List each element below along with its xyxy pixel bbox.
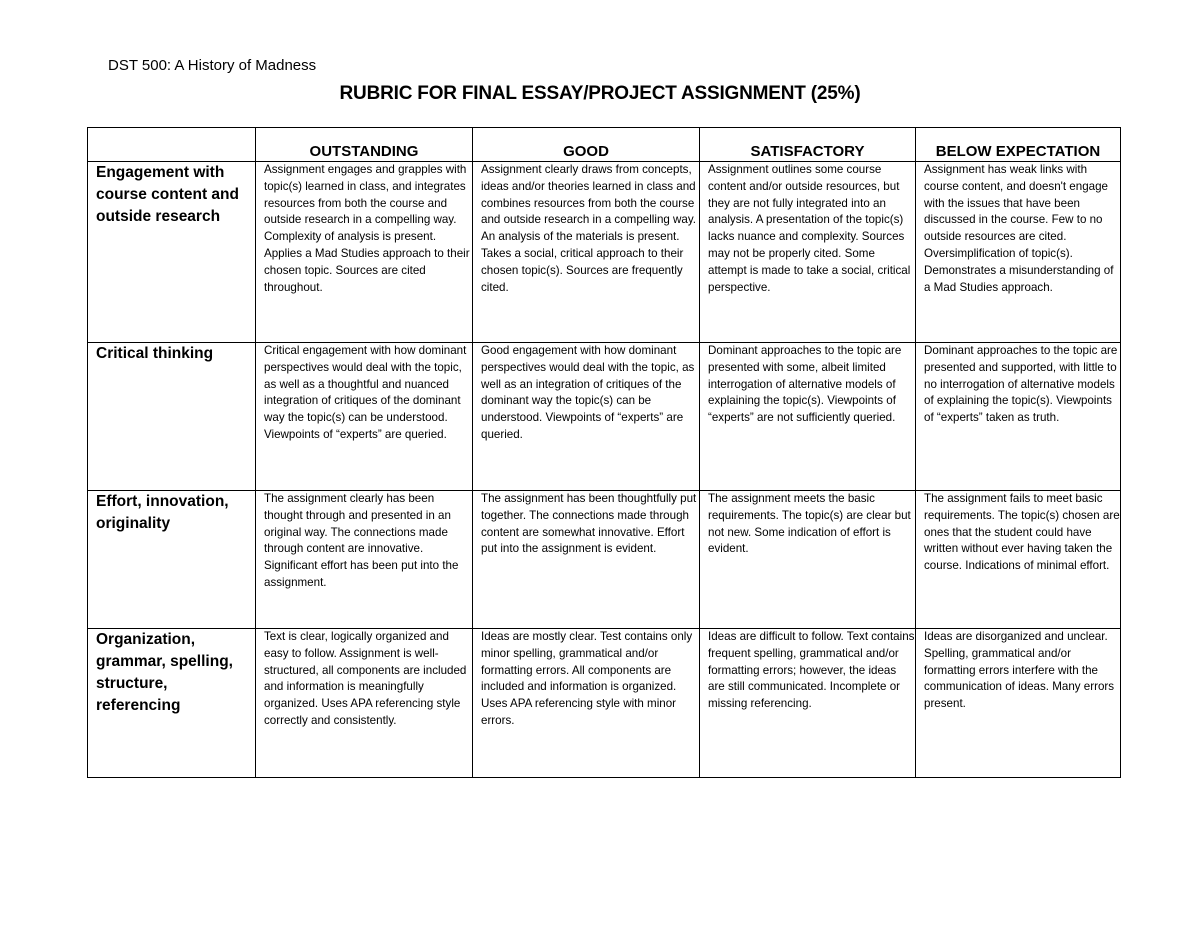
rubric-row-organization: [88, 629, 1121, 778]
satisfactory-cell: Dominant approaches to the topic are presented with some, albeit limited interrogation of alternative models of explaining the topic(s). Viewpoints of “experts” are not sufficiently queried.: [700, 343, 916, 491]
rubric-header-row: [88, 128, 1121, 162]
below-expectation-cell: The assignment fails to meet basic requirements. The topic(s) chosen are ones that the student could have written without ever having taken the course. Indications of minimal effort.: [916, 491, 1121, 629]
outstanding-cell: Text is clear, logically organized and easy to follow. Assignment is well- structured, all components are included and information is meaningfully organized. Uses APA referencing style correctly and consistently.: [256, 629, 473, 778]
document-title: RUBRIC FOR FINAL ESSAY/PROJECT ASSIGNMENT (25%): [339, 83, 861, 104]
header-good: GOOD: [473, 128, 700, 162]
criterion-label: Critical thinking: [88, 343, 256, 491]
below-expectation-cell: Ideas are disorganized and unclear. Spelling, grammatical and/or formatting errors interfere with the communication of ideas. Many errors present.: [916, 629, 1121, 778]
outstanding-cell: The assignment clearly has been thought through and presented in an original way. The connections made through content are innovative. Significant effort has been put into the assignment.: [256, 491, 473, 629]
satisfactory-cell: The assignment meets the basic requirements. The topic(s) are clear but not new. Some indication of effort is evident.: [700, 491, 916, 629]
rubric-row-effort: [88, 491, 1121, 629]
header-below-expectation: BELOW EXPECTATION: [916, 128, 1121, 162]
course-header: DST 500: A History of Madness: [108, 57, 317, 74]
outstanding-cell: Critical engagement with how dominant perspectives would deal with the topic, as well as a thoughtful and nuanced integration of critiques of the dominant way the topic(s) can be understood. Viewpoints of “experts” are queried.: [256, 343, 473, 491]
header-satisfactory: SATISFACTORY: [700, 128, 916, 162]
criterion-label: Organization, grammar, spelling, structure, referencing: [88, 629, 256, 778]
rubric-row-critical-thinking: [88, 343, 1121, 491]
outstanding-cell: Assignment engages and grapples with topic(s) learned in class, and integrates resources from both the course and outside research in a compelling way. Complexity of analysis is present. Applies a Mad Studies approach to their chosen topic. Sources are cited throughout.: [256, 162, 473, 343]
good-cell: Ideas are mostly clear. Test contains only minor spelling, grammatical and/or formatting errors. All components are included and information is organized. Uses APA referencing style with minor errors.: [473, 629, 700, 778]
good-cell: Good engagement with how dominant perspectives would deal with the topic, as well as an integration of critiques of the dominant way the topic(s) can be understood. Viewpoints of “experts” are queried.: [473, 343, 700, 491]
rubric-table: [87, 127, 1121, 778]
criterion-label: Engagement with course content and outside research: [88, 162, 256, 343]
header-criterion-column: [88, 128, 256, 162]
good-cell: Assignment clearly draws from concepts, ideas and/or theories learned in class and combines resources from both the course and outside research in a compelling way. An analysis of the materials is present. Takes a social, critical approach to their chosen topic(s). Sources are frequently cited.: [473, 162, 700, 343]
below-expectation-cell: Assignment has weak links with course content, and doesn't engage with the issues that have been discussed in the course. Few to no outside resources are cited. Oversimplification of topic(s). Demonstrates a misunderstanding of a Mad Studies approach.: [916, 162, 1121, 343]
below-expectation-cell: Dominant approaches to the topic are presented and supported, with little to no interrogation of alternative models of explaining the topic(s). Viewpoints of “experts” taken as truth.: [916, 343, 1121, 491]
good-cell: The assignment has been thoughtfully put together. The connections made through content are somewhat innovative. Effort put into the assignment is evident.: [473, 491, 700, 629]
satisfactory-cell: Ideas are difficult to follow. Text contains frequent spelling, grammatical and/or formatting errors; however, the ideas are still communicated. Incomplete or missing referencing.: [700, 629, 916, 778]
rubric-row-engagement: [88, 162, 1121, 343]
header-outstanding: OUTSTANDING: [256, 128, 473, 162]
satisfactory-cell: Assignment outlines some course content and/or outside resources, but they are not fully integrated into an analysis. A presentation of the topic(s) lacks nuance and complexity. Sources may not be properly cited. Some attempt is made to take a social, critical perspective.: [700, 162, 916, 343]
criterion-label: Effort, innovation, originality: [88, 491, 256, 629]
